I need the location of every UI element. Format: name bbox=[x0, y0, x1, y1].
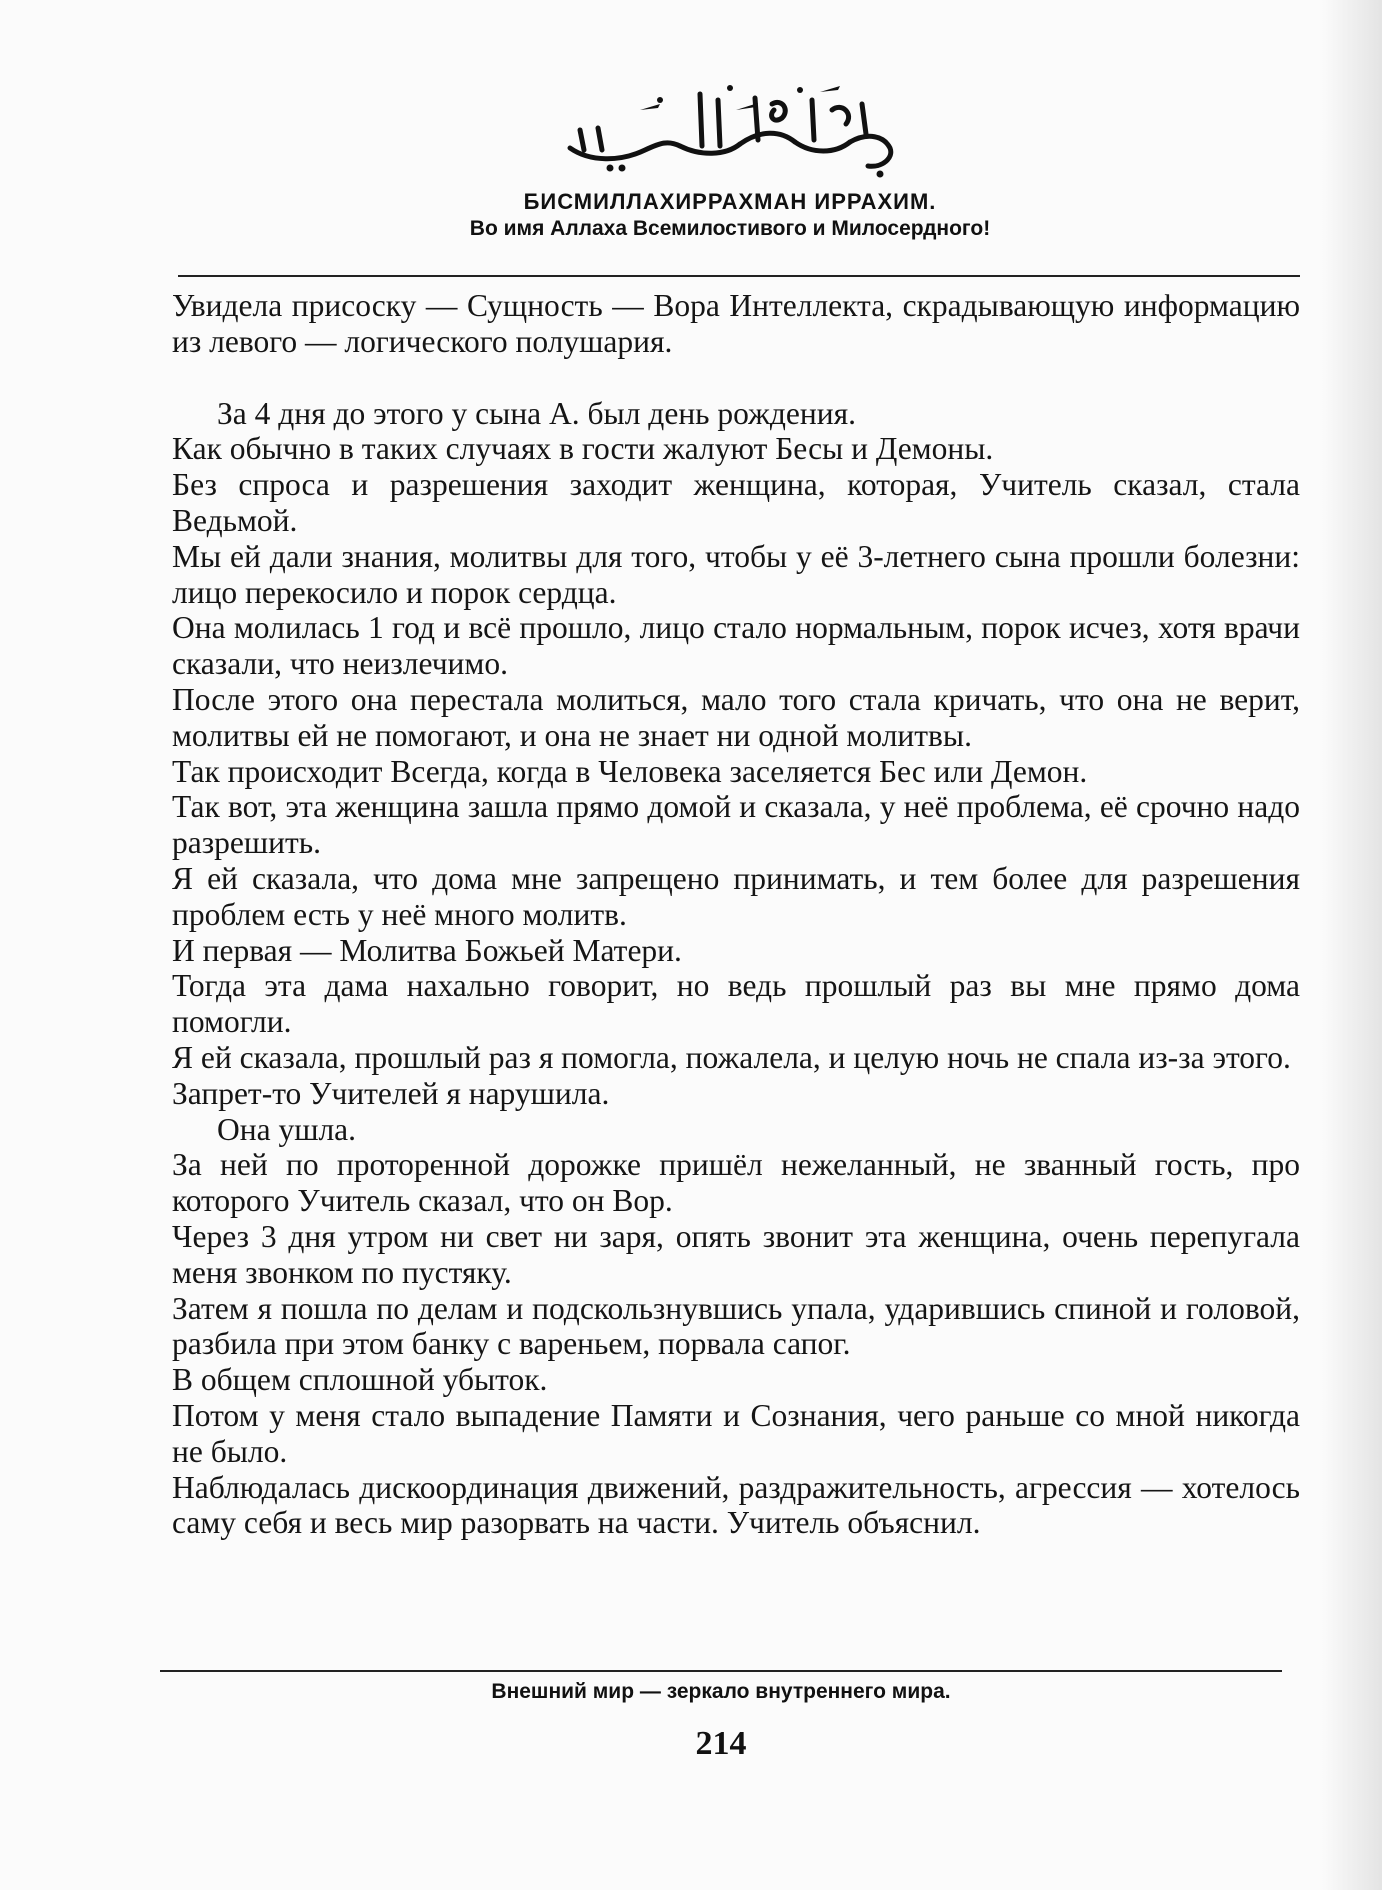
page-number: 214 bbox=[695, 1725, 747, 1762]
header-title: БИСМИЛЛАХИРРАХМАН ИРРАХИМ. bbox=[523, 189, 937, 214]
paragraph: Без спроса и разрешения заходит женщина, которая, Учитель сказал, стала Ведьмой. bbox=[172, 467, 1300, 538]
paragraph: Затем я пошла по делам и подскользнувшись упала, ударившись спиной и головой, разбила при этом банку с вареньем, порвала сапог. bbox=[172, 1290, 1300, 1362]
footer-motto: Внешний мир — зеркало внутреннего мира. bbox=[491, 1680, 951, 1703]
paragraph: Запрет-то Учителей я нарушила. bbox=[172, 1075, 610, 1111]
paragraph: После этого она перестала молиться, мало того стала кричать, что она не верит, молитвы ей не помогают, и она не знает ни одной молитвы. bbox=[172, 681, 1300, 753]
body-text bbox=[172, 288, 1300, 1541]
paragraph: Я ей сказала, прошлый раз я помогла, пожалела, и целую ночь не спала из-за этого. bbox=[172, 1039, 1291, 1075]
paragraph: В общем сплошной убыток. bbox=[172, 1362, 548, 1398]
paragraph: Тогда эта дама нахально говорит, но ведь прошлый раз вы мне прямо дома помогли. bbox=[172, 968, 1300, 1040]
paragraph: Увидела присоску — Сущность — Вора Интеллекта, скрадывающую информацию из левого — логического полушария. bbox=[172, 288, 1300, 359]
paragraph: Как обычно в таких случаях в гости жалуют Бесы и Демоны. bbox=[172, 431, 994, 467]
paragraph: Так вот, эта женщина зашла прямо домой и сказала, у неё проблема, её срочно надо разрешить. bbox=[172, 789, 1300, 861]
paragraph: Мы ей дали знания, молитвы для того, чтобы у её 3-летнего сына прошли болезни: лицо перекосило и порок сердца. bbox=[172, 538, 1300, 610]
header-subtitle: Во имя Аллаха Всемилостивого и Милосердного! bbox=[469, 217, 991, 240]
paragraph: За 4 дня до этого у сына А. был день рождения. bbox=[217, 395, 856, 431]
paragraph: Через 3 дня утром ни свет ни заря, опять звонит эта женщина, очень перепугала меня звонком по пустяку. bbox=[172, 1218, 1300, 1290]
top-divider bbox=[178, 275, 1300, 277]
paragraph-spacer bbox=[172, 360, 1300, 396]
paragraph: Она молилась 1 год и всё прошло, лицо стало нормальным, порок исчез, хотя врачи сказали, что неизлечимо. bbox=[172, 610, 1300, 682]
paragraph: Наблюдалась дискоординация движений, раздражительность, агрессия — хотелось саму себя и весь мир разорвать на части. Учитель объяснил. bbox=[172, 1469, 1300, 1541]
paragraph: За ней по проторенной дорожке пришёл нежеланный, не званный гость, про которого Учитель сказал, что он Вор. bbox=[172, 1147, 1300, 1219]
page-header bbox=[160, 70, 1300, 242]
bottom-divider bbox=[160, 1670, 1282, 1672]
paragraph: И первая — Молитва Божьей Матери. bbox=[172, 932, 682, 968]
paragraph: Я ей сказала, что дома мне запрещено принимать, и тем более для разрешения проблем есть у неё много молитв. bbox=[172, 860, 1300, 932]
bismillah-calligraphy bbox=[550, 70, 910, 180]
paragraph: Так происходит Всегда, когда в Человека заселяется Бес или Демон. bbox=[172, 753, 1088, 789]
page-edge-shadow bbox=[1322, 0, 1382, 1890]
paragraph: Она ушла. bbox=[217, 1111, 357, 1147]
paragraph: Потом у меня стало выпадение Памяти и Сознания, чего раньше со мной никогда не было. bbox=[172, 1397, 1300, 1469]
